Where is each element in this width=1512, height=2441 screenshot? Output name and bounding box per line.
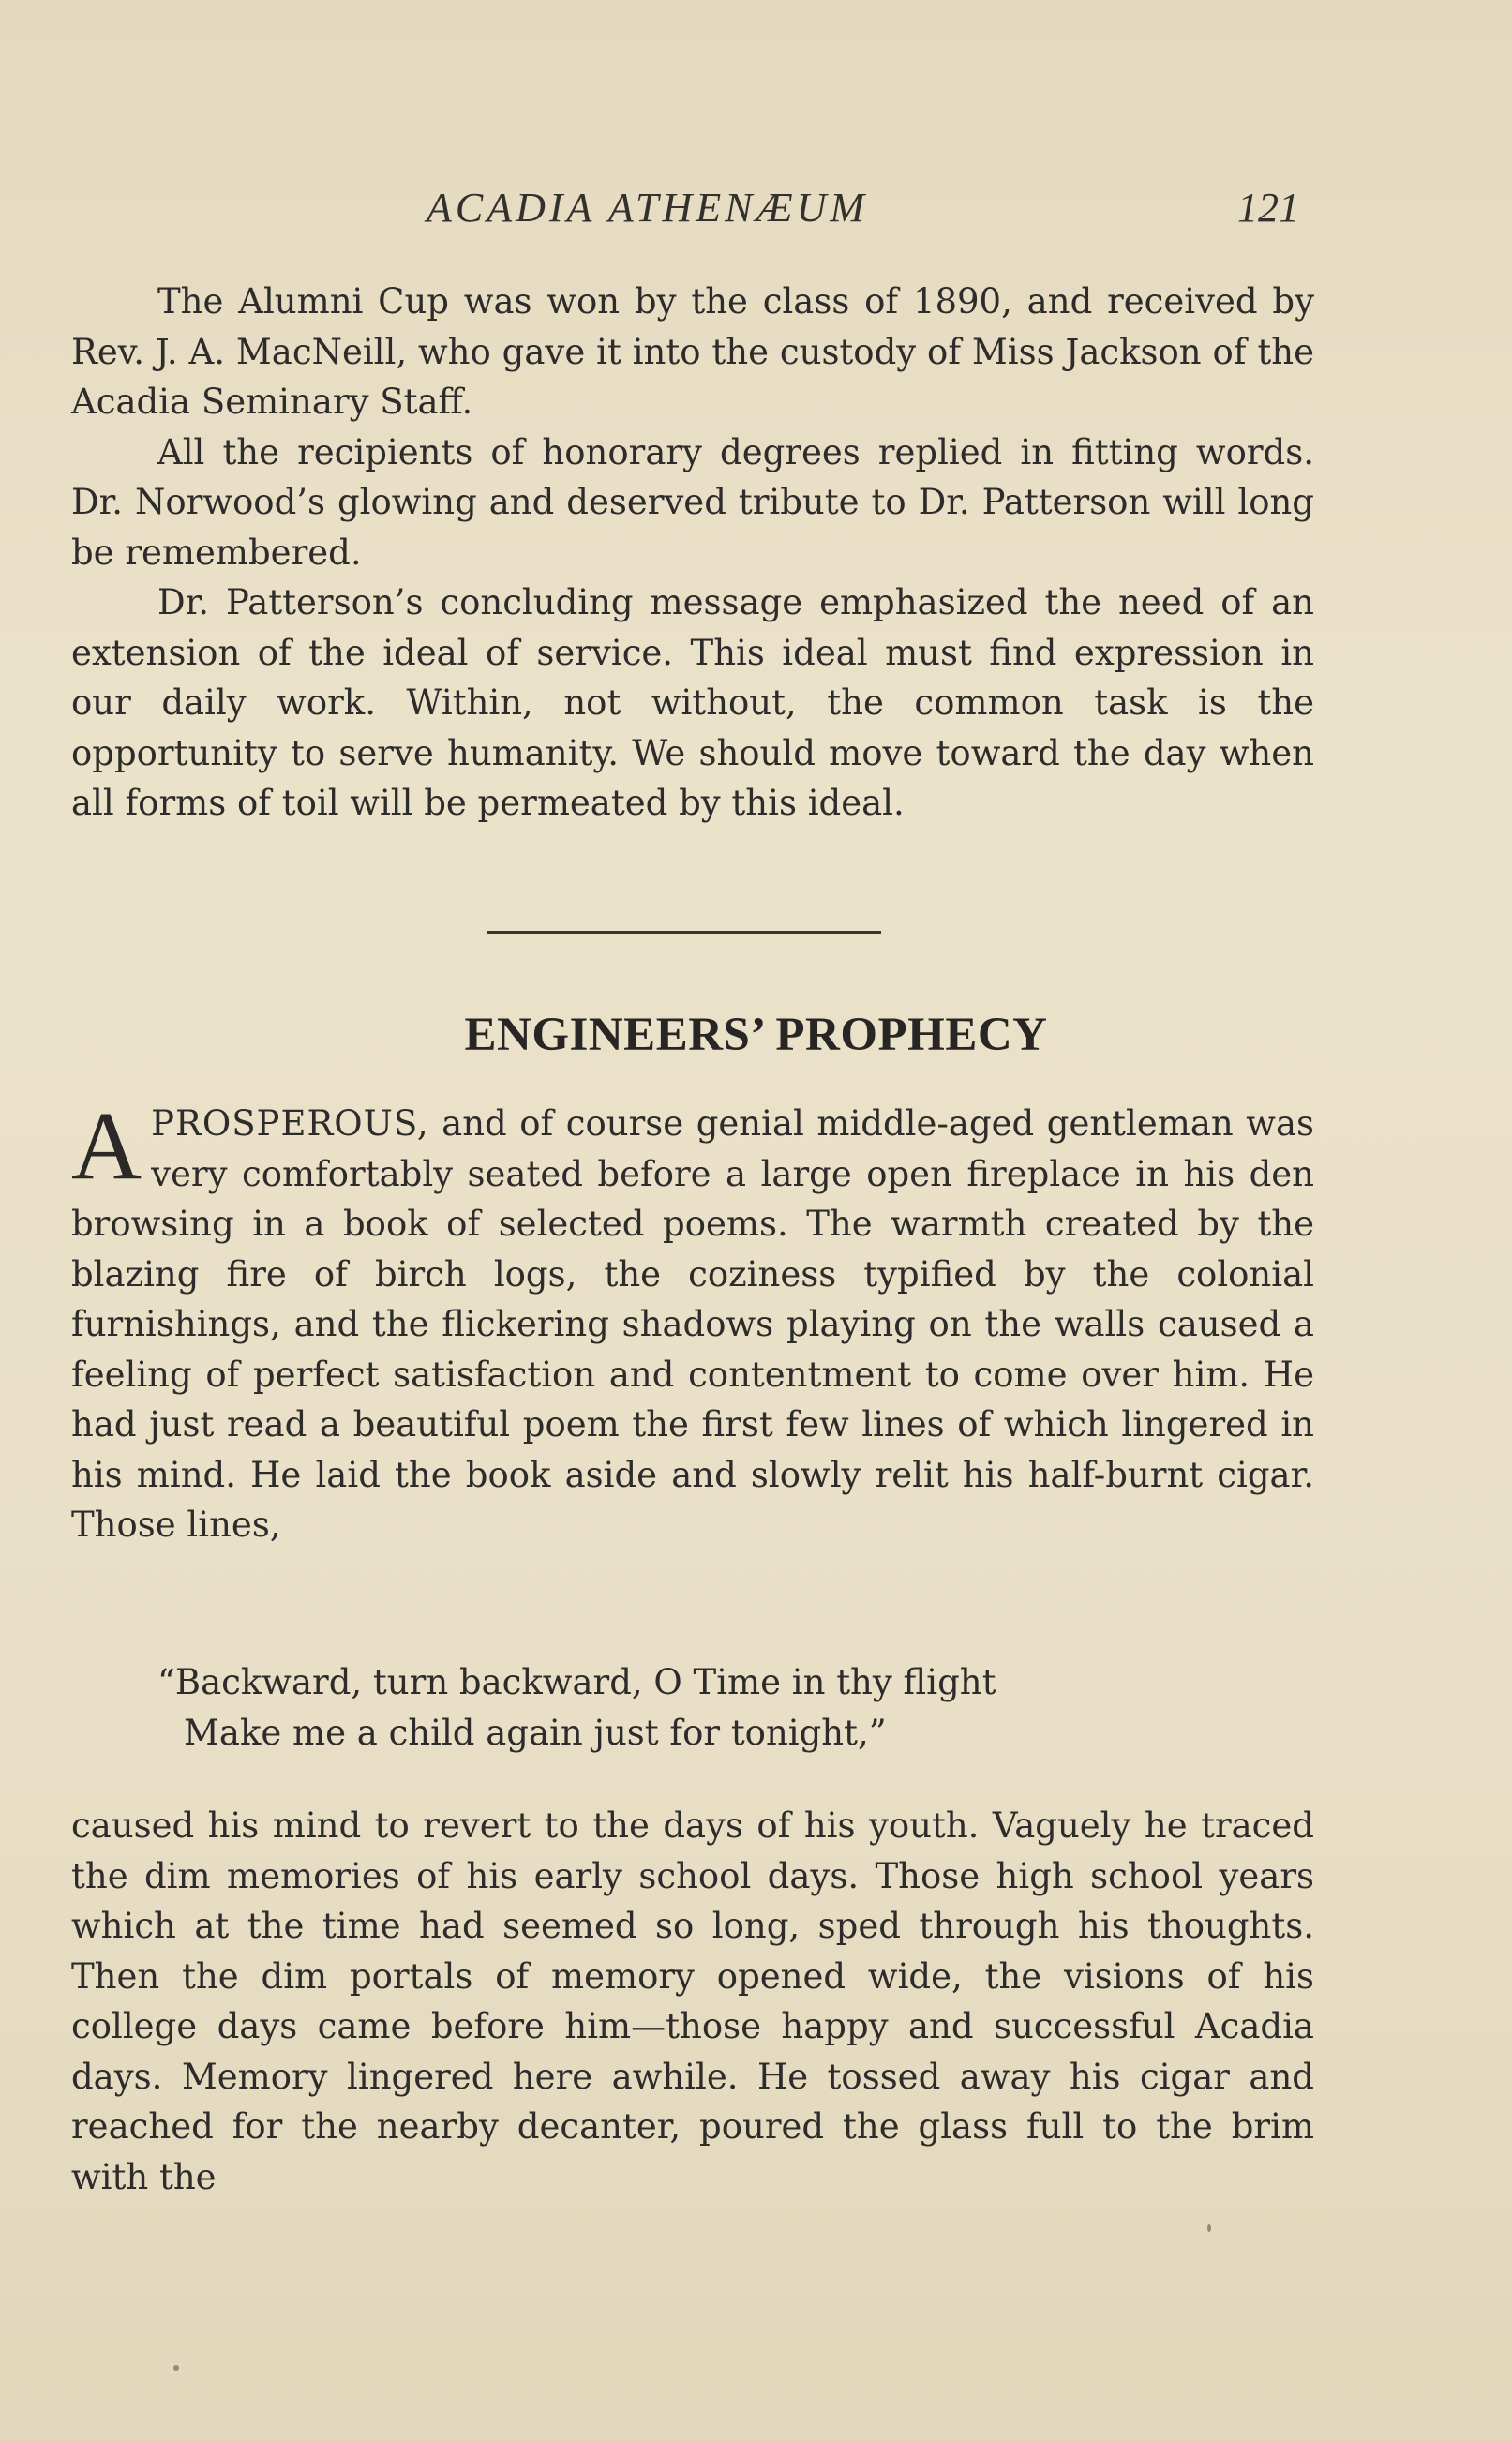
opening-words: PROSPEROUS, xyxy=(151,1103,429,1144)
paper-speck xyxy=(1207,2224,1211,2232)
opening-paragraph xyxy=(71,1092,1314,1550)
poem-quote xyxy=(157,1657,996,1758)
article-opening xyxy=(71,1092,1314,1550)
article-continuation xyxy=(71,1801,1314,2202)
poem-line: Make me a child again just for tonight,” xyxy=(184,1712,887,1753)
continuation-paragraph: caused his mind to revert to the days of his youth. Vaguely he traced the dim memories of his early school days. Those high school years which at the time had seemed so long, sped through his thoughts. Then the dim portals of memory opened wide, the visions of his college days came before him—those happy and successful Acadia days. Memory lingered here awhile. He tossed away his cigar and reached for the nearby decanter, poured the glass full to the brim with the xyxy=(71,1805,1314,2197)
alumni-section xyxy=(71,277,1314,829)
article-title: ENGINEERS’ PROPHECY xyxy=(464,1009,1048,1061)
drop-cap: A xyxy=(71,1092,142,1200)
running-head xyxy=(0,184,1512,240)
paragraph: All the recipients of honorary degrees replied in fitting words. Dr. Norwood’s glowing and deserved tribute to Dr. Patterson will long be remembered. xyxy=(71,431,1314,573)
paragraph: The Alumni Cup was won by the class of 1890, and received by Rev. J. A. MacNeill, who gave it into the custody of Miss Jackson of the Acadia Seminary Staff. xyxy=(71,281,1314,422)
poem-line: “Backward, turn backward, O Time in thy flight xyxy=(157,1662,996,1702)
page-number: 121 xyxy=(1237,185,1299,231)
opening-text: and of course genial middle-aged gentleman was very comfortably seated before a large open fireplace in his den browsing in a book of selected poems. The warmth created by the blazing fire of birch logs, the coziness typified by the colonial furnishings, and the flickering shadows playing on the walls caused a feeling of perfect satisfaction and contentment to come over him. He had just read a beautiful poem the first few lines of which lingered in his mind. He laid the book aside and slowly relit his half-burnt cigar. Those lines, xyxy=(71,1103,1314,1545)
paragraph: Dr. Patterson’s concluding message emphasized the need of an extension of the ideal of service. This ideal must find expression in our daily work. Within, not without, the common task is the opportunity to serve humanity. We should move toward the day when all forms of toil will be permeated by this ideal. xyxy=(71,582,1314,823)
section-divider xyxy=(487,931,881,934)
paper-speck xyxy=(173,2365,179,2371)
journal-title: ACADIA ATHENÆUM xyxy=(427,185,869,231)
